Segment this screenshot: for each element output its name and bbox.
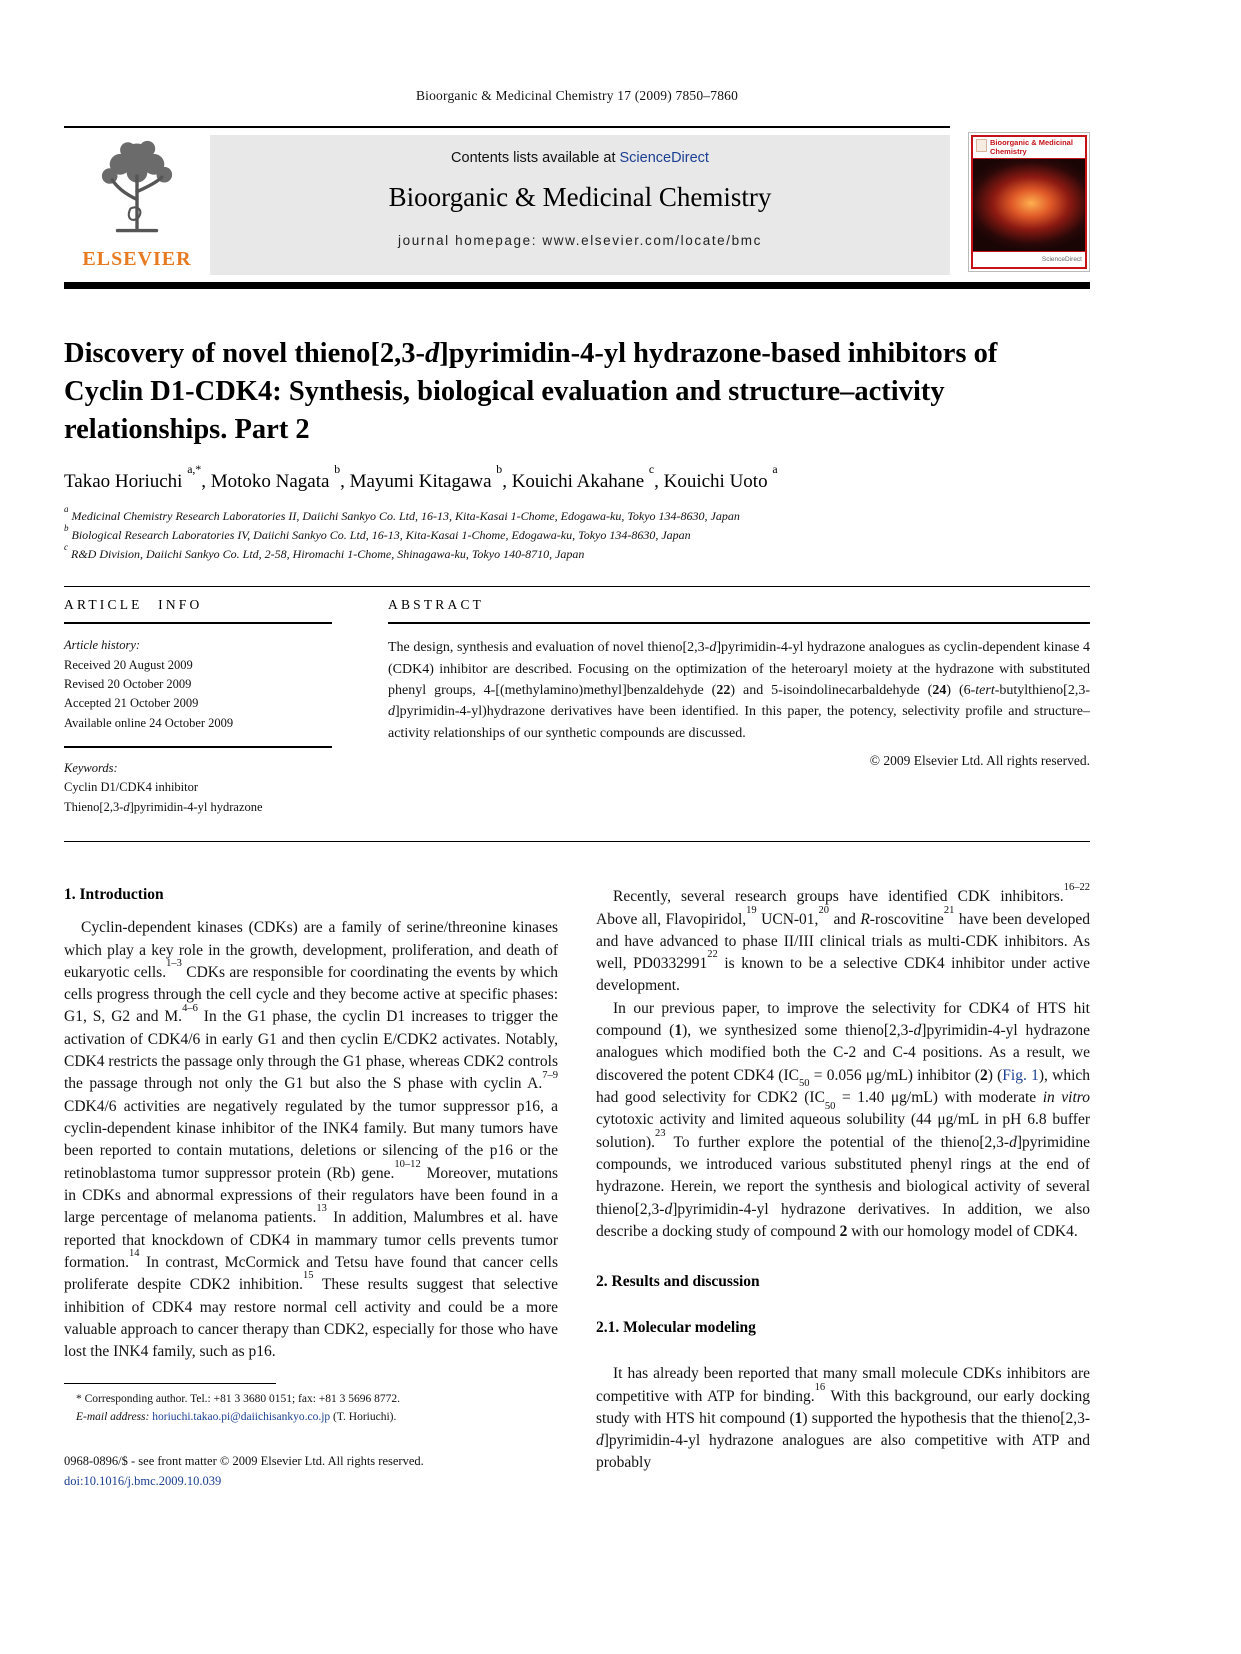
section-heading-results: 2. Results and discussion [596,1273,760,1291]
contents-prefix: Contents lists available at [451,150,620,166]
elsevier-tree-icon [91,137,183,241]
article-history [64,636,332,817]
email-link[interactable]: horiuchi.takao.pi@daiichisankyo.co.jp [152,1411,331,1424]
history-online: Available online 24 October 2009 [64,715,234,730]
history-revised: Revised 20 October 2009 [64,676,192,691]
article-body [64,882,1091,1491]
email-label: E-mail address: [76,1411,150,1424]
article-info-heading: ARTICLE INFO [64,597,332,624]
cover-frame [971,135,1087,269]
cover-header [973,137,1085,158]
body-right-column [596,882,1091,1491]
cover-elsevier-mini-logo [976,139,987,152]
section-heading-introduction: 1. Introduction [64,886,164,904]
elsevier-wordmark: ELSEVIER [82,248,192,270]
journal-cover-thumbnail [968,132,1090,272]
abstract-copyright: © 2009 Elsevier Ltd. All rights reserved. [869,753,1090,769]
masthead-band [64,135,950,275]
affiliation-c: $^c$ R&D Division, Daiichi Sankyo Co. Ltd, 2-58, Hiromachi 1-Chome, Shinagawa-ku, Tokyo 140-8710, Japan [64,541,585,562]
imprint-block [64,1451,558,1492]
keywords-label: Keywords: [64,761,118,776]
masthead-top-rule [64,126,950,128]
cover-artwork [973,158,1085,252]
footnote-rule [64,1383,276,1384]
journal-homepage-link[interactable]: journal homepage: www.elsevier.com/locate/bmc [398,233,762,248]
history-received: Received 20 August 2009 [64,657,193,672]
keyword-1: Cyclin D1/CDK4 inhibitor [64,780,199,795]
article-info-column [64,597,332,817]
keywords-divider [64,746,332,748]
sciencedirect-link[interactable]: ScienceDirect [619,150,709,166]
affiliation-a: $^a$ Medicinal Chemistry Research Laboratories II, Daiichi Sankyo Co. Ltd, 16-13, Kita-Kasai 1-Chome, Edogawa-ku, Tokyo 134-8630, Japan [64,503,740,523]
contents-line [210,150,950,166]
affiliation-b: $^b$ Biological Research Laboratories IV, Daiichi Sankyo Co. Ltd, 16-13, Kita-Kasai 1-Chome, Edogawa-ku, Tokyo 134-8630, Japan [64,522,691,542]
abstract-heading: ABSTRACT [388,597,1090,624]
cover-title: Bioorganic & Medicinal Chemistry [990,138,1073,156]
email-line [64,1409,558,1427]
journal-masthead [64,126,1090,275]
footnote [64,1383,558,1427]
abstract-column [388,597,1090,817]
affiliations [64,503,1090,565]
previous-paper-paragraph: In our previous paper, to improve the selectivity for CDK4 of HTS hit compound (1), we synthesized some thieno[2,3-d]pyrimidin-4-yl hydrazone analogues which modified both the C-2 and C-4 positions. As a result, we discovered the potent CDK4 ($IC_{50} = 0.056$ μg/mL) inhibitor (2) (Fig. 1), which had good selectivity for CDK2 ($IC_{50} = 1.40$ μg/mL) with moderate in vitro cytotoxic activity and limited aqueous solubility (44 μg/mL in pH 6.8 buffer solution).$^{23}$ To further explore the potential of the thieno[2,3-d]pyrimidine compounds, we introduced various substituted phenyl rings at the end of hydrazone. Herein, we report the synthesis and biological activity of several thieno[2,3-d]pyrimidin-4-yl hydrazone derivatives. In addition, we also describe a docking study of compound 2 with our homology model of CDK4. [596,999,1091,1240]
article-info-abstract-block [64,586,1090,842]
keyword-2: Thieno[2,3-d]pyrimidin-4-yl hydrazone [64,799,263,814]
body-left-column [64,886,558,1491]
abstract-text: The design, synthesis and evaluation of novel thieno[2,3-d]pyrimidin-4-yl hydrazone analogues as cyclin-dependent kinase 4 (CDK4) inhibitor are described. Focusing on the optimization of the heteroaryl moiety at the hydrazone with substituted phenyl groups, 4-[(methylamino)methyl]benzaldehyde (22) and 5-isoindolinecarbaldehyde (24) (6-tert-butylthieno[2,3-d]pyrimidin-4-yl)hydrazone derivatives have been identified. In this paper, the potency, selectivity profile and structure–activity relationships of our synthetic compounds are discussed. [388,640,1090,741]
corresponding-author-note: * Corresponding author. Tel.: +81 3 3680 0151; fax: +81 3 5696 8772. [76,1393,401,1406]
article-history-label: Article history: [64,638,141,653]
email-suffix: (T. Horiuchi). [330,1411,397,1424]
modeling-paragraph: It has already been reported that many small molecule CDKs inhibitors are competitive with ATP for binding.$^{16}$ With this background, our early docking study with HTS hit compound (1) supported the hypothesis that the thieno[2,3-d]pyrimidin-4-yl hydrazone analogues are also competitive with ATP and probably [596,1365,1091,1472]
article-title: Discovery of novel thieno[2,3-d]pyrimidin-4-yl hydrazone-based inhibitors of Cyclin D1-CDK4: Synthesis, biological evaluation and structure–activity relationships. Part 2 [64,338,998,445]
elsevier-logo [64,135,210,275]
related-work-paragraph: Recently, several research groups have identified CDK inhibitors.$^{16-22}$ Above all, Flavopiridol,$^{19}$ UCN-01,20 and R-roscovitine$^{21}$ have been developed and have advanced to phase II/III clinical trials as multi-CDK inhibitors. As well, PD0332991$^{22}$ is known to be a selective CDK4 inhibitor under active development. [596,882,1091,995]
author-list: Takao Horiuchi $^{a,*}$, Motoko Nagata $^b$, Mayumi Kitagawa $^b$, Kouichi Akahane $^c$, Kouichi Uoto $^a$ [64,463,778,492]
cover-footer: ScienceDirect [973,252,1085,267]
masthead-journal-title: Bioorganic & Medicinal Chemistry [388,182,772,212]
masthead-gray-panel [210,135,950,275]
fig1-reference[interactable]: Fig. 1 [1002,1066,1039,1084]
doi-link[interactable]: doi:10.1016/j.bmc.2009.10.039 [64,1474,222,1489]
journal-citation: Bioorganic & Medicinal Chemistry 17 (2009) 7850–7860 [415,88,739,103]
subsection-heading-modeling: 2.1. Molecular modeling [596,1319,756,1337]
intro-paragraph: Cyclin-dependent kinases (CDKs) are a family of serine/threonine kinases which play a key role in the growth, development, proliferation, and death of eukaryotic cells.$^{1-3}$ CDKs are responsible for coordinating the events by which cells progress through the cell cycle and they become active at specific phases: G1, S, G2 and M.$^{4-6}$ In the G1 phase, the cyclin D1 increases to trigger the activation of CDK4/6 in early G1 and then cyclin E/CDK2 activates. Notably, CDK4 restricts the passage only through the G1 phase, whereas CDK2 controls the passage through not only the G1 but also the S phase with cyclin A.$^{7-9}$ CDK4/6 activities are negatively regulated by the tumor suppressor p16, a cyclin-dependent kinase inhibitor of the INK4 family. But many tumors have been reported to contain mutations, deletions or silencing of the p16 or the retinoblastoma tumor suppressor protein (Rb) gene.$^{10-12}$ Moreover, mutations in CDKs and abnormal expressions of their regulators have been found in a large percentage of melanoma patients.$^{13}$ In addition, Malumbres et al. have reported that knockdown of CDK4 in mammary tumor cells prevents tumor formation.$^{14}$ In contrast, McCormick and Tetsu have found that cancer cells proliferate despite CDK2 inhibition.$^{15}$ These results suggest that selective inhibition of CDK4 may restore normal cell activity and could be a more valuable approach to cancer therapy than CDK2, especially for those who have lost the INK4 family, such as p16. [64,919,559,1361]
history-accepted: Accepted 21 October 2009 [64,696,199,711]
issn-line: 0968-0896/$ - see front matter © 2009 Elsevier Ltd. All rights reserved. [64,1454,424,1469]
masthead-left [64,126,950,275]
masthead-divider-bar [64,282,1090,289]
